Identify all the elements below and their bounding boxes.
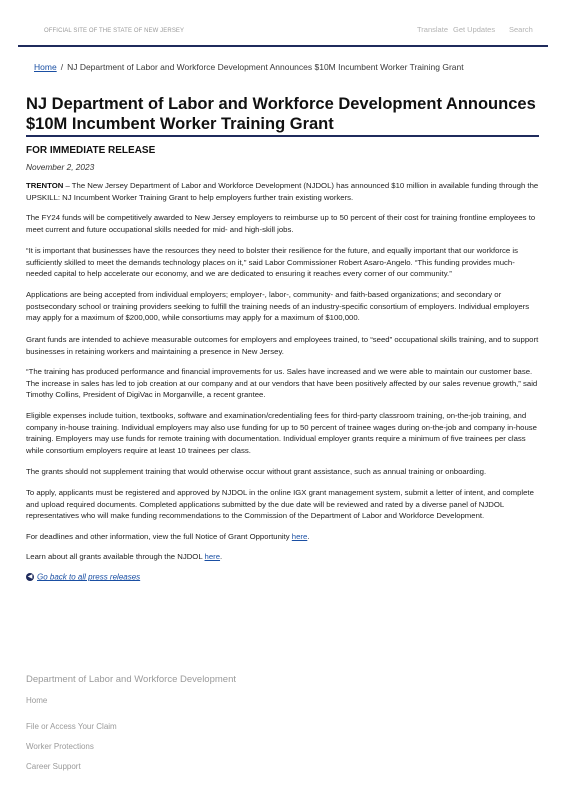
paragraph-how-to-apply: To apply, applicants must be registered and approved by NJDOL in the online IGX grant management system, submit a letter of intent, and complete and upload required documents. Completed applications submitted by the due date will be reviewed and rated by a diverse panel of NJDOL representatives who will make funding recommendations to the Commission of the Department of Labor and Workforce Development. bbox=[26, 488, 534, 520]
learn-end: . bbox=[220, 552, 223, 561]
translate-link[interactable]: Translate bbox=[417, 25, 448, 34]
deadlines-text: For deadlines and other information, view the full Notice of Grant Opportunity bbox=[26, 532, 292, 541]
release-label: FOR IMMEDIATE RELEASE bbox=[26, 145, 156, 156]
back-link[interactable]: Go back to all press releases bbox=[37, 572, 141, 582]
paragraph-applications: Applications are being accepted from individual employers; employer-, labor-, community- and faith-based organizations; and secondary or postsecondary school or training providers seeking to fulfill the training needs of an industry-specific consortium of employers. Individual employers may apply for a maximum of $200,000, while consortiums may apply for a maximum of $100,000. bbox=[26, 290, 530, 322]
learn-text: Learn about all grants available through the NJDOL bbox=[26, 552, 205, 561]
footer-link-home[interactable]: Home bbox=[26, 696, 48, 705]
paragraph-eligible-expenses: Eligible expenses include tuition, textbooks, software and examination/credentialing fees for third-party classroom training, on-the-job training, and company in-house training. Individual employers may also use funding for up to 50 percent of trainee wages during on-the-job and company in-house training. Employers may use funds for remote training with documentation. Individual employer grants require a minimum of five trainees per class while consortium employers require at least 10 trainees per class. bbox=[26, 411, 537, 455]
dateline: TRENTON bbox=[26, 181, 64, 190]
breadcrumb bbox=[34, 62, 464, 72]
page-title: NJ Department of Labor and Workforce Development Announces $10M Incumbent Worker Training Grant bbox=[26, 95, 536, 133]
arrow-left-circle-icon: ◀ bbox=[27, 573, 33, 580]
paragraph-learn-grants bbox=[26, 551, 540, 563]
back-to-press-releases[interactable] bbox=[26, 572, 140, 581]
deadlines-end: . bbox=[307, 532, 310, 541]
footer-title: Department of Labor and Workforce Development bbox=[26, 674, 236, 685]
paragraph-grant-intent: Grant funds are intended to achieve measurable outcomes for employers and employees trained, to “seed” occupational skills training, and to support businesses in retaining workers and maintaining a presence in New Jersey. bbox=[26, 335, 539, 356]
get-updates-link[interactable]: Get Updates bbox=[453, 25, 496, 34]
footer-link-worker-protections[interactable]: Worker Protections bbox=[26, 742, 94, 751]
footer-link-file-claim[interactable]: File or Access Your Claim bbox=[26, 722, 117, 731]
search-link[interactable]: Search bbox=[509, 25, 533, 34]
title-divider bbox=[26, 135, 539, 137]
release-date: November 2, 2023 bbox=[26, 162, 95, 172]
top-utility-bar bbox=[0, 0, 566, 46]
breadcrumb-current: NJ Department of Labor and Workforce Development Announces $10M Incumbent Worker Training Grant bbox=[67, 62, 464, 72]
grants-here-link[interactable]: here bbox=[204, 552, 221, 561]
paragraph-grantee-quote: “The training has produced performance and financial improvements for us. Sales have increased and we were able to maintain our customer base. The increase in sales has led to job creation at our company and at our vendors that have been positively affected by our sales revenue growth,” said Timothy Collins, President of DigiVac in Morganville, a recent grantee. bbox=[26, 367, 538, 399]
footer-link-career-support[interactable]: Career Support bbox=[26, 762, 81, 771]
notice-here-link[interactable]: here bbox=[291, 532, 308, 541]
official-site-label: OFFICIAL SITE OF THE STATE OF NEW JERSEY bbox=[44, 28, 185, 34]
header-divider bbox=[18, 45, 548, 47]
paragraph-funds: The FY24 funds will be competitively awarded to New Jersey employers to reimburse up to 50 percent of their cost for training frontline employees to meet current and future occupational skills needed for mid- and high-skill jobs. bbox=[26, 213, 536, 234]
paragraph-intro bbox=[26, 180, 540, 203]
breadcrumb-home-link[interactable]: Home bbox=[34, 62, 57, 72]
breadcrumb-separator: / bbox=[60, 62, 64, 72]
paragraph-commissioner-quote: “It is important that businesses have the resources they need to bolster their resilience for the future, and equally important that our workforce is sufficiently skilled to meet the demands technology places on it,” said Labor Commissioner Robert Asaro-Angelo. “This funding provides much-needed capital to help accelerate our economy, and we are dedicated to ensuring it reaches every corner of our community.” bbox=[26, 246, 518, 278]
paragraph-deadlines bbox=[26, 531, 540, 543]
intro-text: – The New Jersey Department of Labor and Workforce Development (NJDOL) has announced $10 million in available funding through the UPSKILL: NJ Incumbent Worker Training Grant to help employers further train existing workers. bbox=[26, 181, 539, 202]
paragraph-supplement: The grants should not supplement training that would otherwise occur without grant assistance, such as annual training or onboarding. bbox=[26, 467, 487, 476]
